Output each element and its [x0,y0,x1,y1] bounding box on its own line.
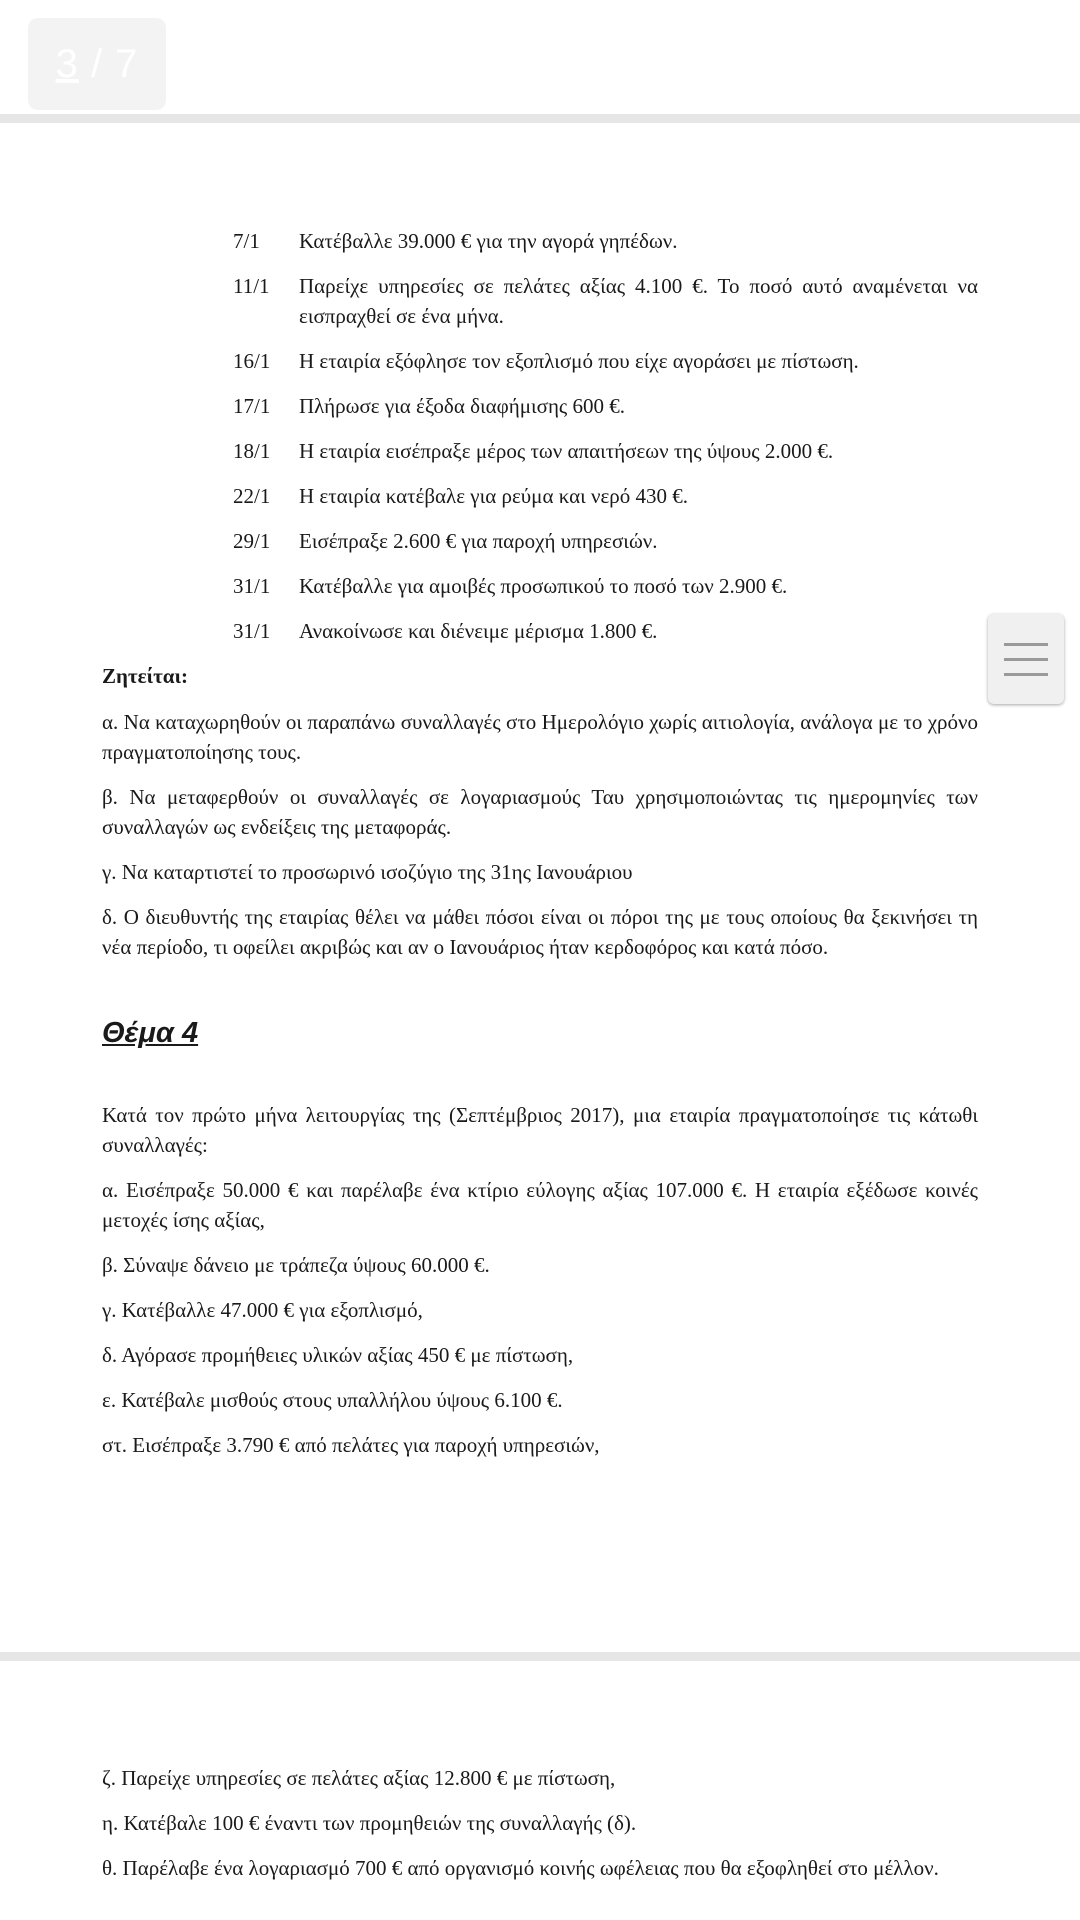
topic-item: γ. Κατέβαλλε 47.000 € για εξοπλισμό, [102,1298,423,1322]
hamburger-icon [1004,643,1048,646]
topic-item: δ. Αγόρασε προμήθειες υλικών αξίας 450 € με πίστωση, [102,1343,574,1367]
transaction-text: Κατέβαλλε για αμοιβές προσωπικού το ποσό των 2.900 €. [299,574,788,598]
transaction-date: 18/1 [233,439,271,463]
requirement-item: γ. Να καταρτιστεί το προσωρινό ισοζύγιο της 31ης Ιανουάριου [102,860,633,884]
page-break-divider [0,1652,1080,1661]
transaction-row [102,226,978,256]
topic-item: στ. Εισέπραξε 3.790 € από πελάτες για παροχή υπηρεσιών, [102,1433,600,1457]
transaction-text: Η εταιρία εισέπραξε μέρος των απαιτήσεων της ύψους 2.000 €. [299,439,834,463]
transaction-row [102,481,978,511]
requirement-item: α. Να καταχωρηθούν οι παραπάνω συναλλαγές στο Ημερολόγιο χωρίς αιτιολογία, ανάλογα με το χρόνο πραγματοποίησης τους. [102,710,978,764]
topic-item: ε. Κατέβαλε μισθούς στους υπαλλήλου ύψους 6.100 €. [102,1388,563,1412]
transaction-text: Η εταιρία κατέβαλε για ρεύμα και νερό 430 €. [299,484,689,508]
transaction-date: 22/1 [233,484,271,508]
topic-intro: Κατά τον πρώτο μήνα λειτουργίας της (Σεπτέμβριος 2017), μια εταιρία πραγματοποίησε τις κάτωθι συναλλαγές: [102,1103,978,1157]
page-separator: / [78,41,116,86]
topic-item: α. Εισέπραξε 50.000 € και παρέλαβε ένα κτίριο εύλογης αξίας 107.000 €. Η εταιρία εξέδωσε κοινές μετοχές ίσης αξίας, [102,1178,978,1232]
transaction-row [102,436,978,466]
transaction-row [102,391,978,421]
current-page-number: 3 [55,41,79,86]
transaction-text: Ανακοίνωσε και διένειμε μέρισμα 1.800 €. [299,619,658,643]
total-pages-number: 7 [115,41,139,86]
transaction-date: 31/1 [233,619,271,643]
requirement-item: δ. Ο διευθυντής της εταιρίας θέλει να μάθει πόσοι είναι οι πόροι της με τους οποίους θα ξεκινήσει τη νέα περίοδο, τι οφείλει ακριβώς και αν ο Ιανουάριος ήταν κερδοφόρος και κατά πόσο. [102,905,978,959]
transaction-text: Κατέβαλλε 39.000 € για την αγορά γηπέδων. [299,229,678,253]
topic-item: η. Κατέβαλε 100 € έναντι των προμηθειών της συναλλαγής (δ). [102,1811,637,1835]
transaction-text: Η εταιρία εξόφλησε τον εξοπλισμό που είχε αγοράσει με πίστωση. [299,349,859,373]
transaction-row [102,526,978,556]
transaction-date: 16/1 [233,349,271,373]
transaction-row [102,571,978,601]
transaction-text: Πλήρωσε για έξοδα διαφήμισης 600 €. [299,394,625,418]
transaction-row [102,271,978,331]
document-page-3 [102,226,978,1475]
transaction-date: 7/1 [233,229,260,253]
transaction-text: Παρείχε υπηρεσίες σε πελάτες αξίας 4.100 €. Το ποσό αυτό αναμένεται να εισπραχθεί σε ένα μήνα. [299,274,978,328]
page-top-divider [0,114,1080,123]
transaction-row [102,346,978,376]
transaction-text: Εισέπραξε 2.600 € για παροχή υπηρεσιών. [299,529,658,553]
topic-item: θ. Παρέλαβε ένα λογαριασμό 700 € από οργανισμό κοινής ωφέλειας που θα εξοφληθεί στο μέλλον. [102,1856,939,1880]
document-page-4 [102,1763,978,1898]
menu-button[interactable] [988,614,1064,704]
required-heading: Ζητείται: [102,664,188,688]
transaction-row [102,616,978,646]
transaction-date: 11/1 [233,274,270,298]
topic-item: ζ. Παρείχε υπηρεσίες σε πελάτες αξίας 12.800 € με πίστωση, [102,1766,616,1790]
requirement-item: β. Να μεταφερθούν οι συναλλαγές σε λογαριασμούς Ταυ χρησιμοποιώντας τις ημερομηνίες των συναλλαγών ως ενδείξεις της μεταφοράς. [102,785,978,839]
transaction-date: 29/1 [233,529,271,553]
transaction-date: 17/1 [233,394,271,418]
transaction-date: 31/1 [233,574,271,598]
page-indicator[interactable] [28,18,166,110]
topic-item: β. Σύναψε δάνειο με τράπεζα ύψους 60.000 €. [102,1253,490,1277]
topic-heading: Θέμα 4 [102,1017,199,1049]
